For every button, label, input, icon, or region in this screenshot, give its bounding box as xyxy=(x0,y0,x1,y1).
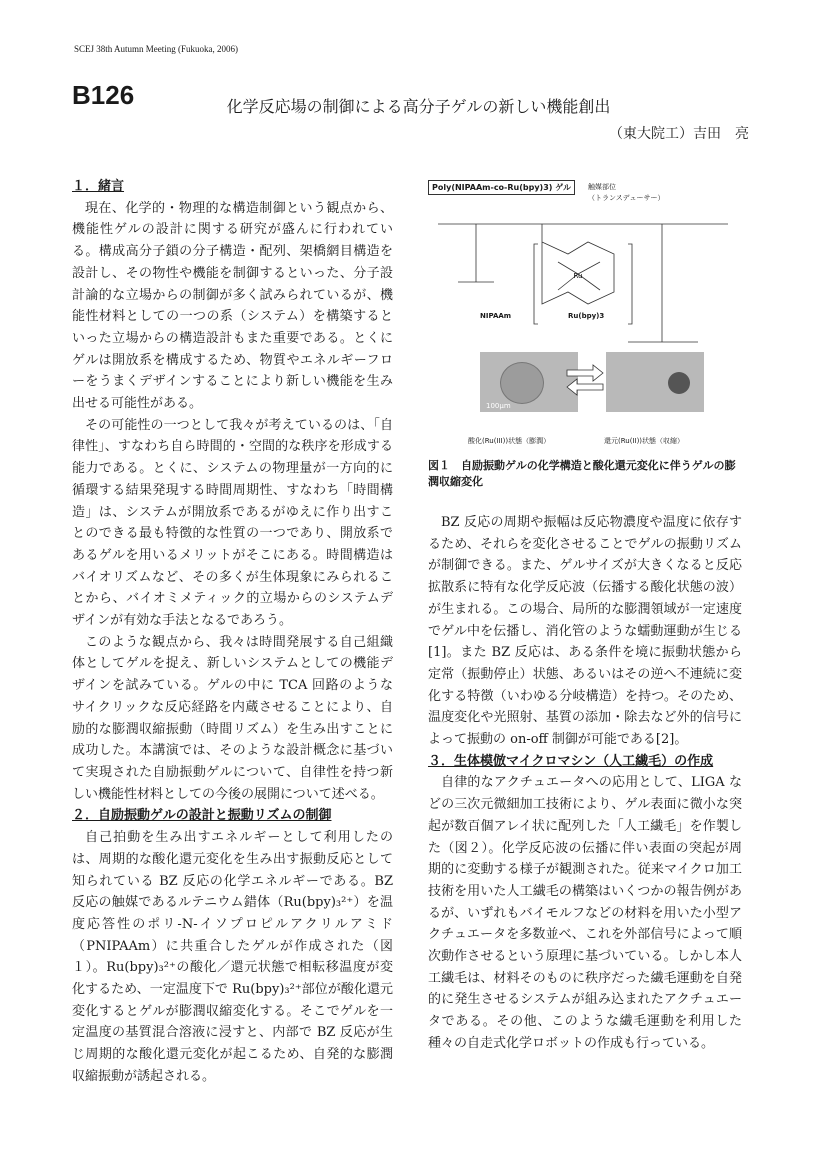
figure-catalyst-sublabel: （トランスデューサー） xyxy=(588,194,665,202)
paper-code: B126 xyxy=(72,80,135,110)
section-3-paragraph-1: 自律的なアクチュエータへの応用として、LIGA などの三次元微細加工技術により、ゲル表面に微小な突起が数百個アレイ状に配列した「人工繊毛」を作製した（図２）。化学反応波の伝播に伴い表面の突起が周期的に変動する様子が観測された。従来マイクロ加工技術を用いた人工繊毛の構築はいくつかの報告例があるが、いずれもバイモルフなどの材料を用いた小型アクチュエータを多数並べ、これを外部信号によって順次動作させるという原理に基づいている。しかし本人工繊毛は、材料そのものに秩序だった繊毛運動を自発的に発生させるシステムが組み込まれたアクチュエータである。その他、このような繊毛運動を利用した種々の自走式化学ロボットの作成も行っている。 xyxy=(428,775,742,1051)
section-1-heading: １．緒言 xyxy=(72,179,125,194)
shrunk-gel-photo xyxy=(606,352,704,412)
figure-polymer-label: Poly(NIPAAm-co-Ru(bpy)3) ゲル xyxy=(428,180,575,195)
figure-scale-bar: 100μm xyxy=(486,402,511,410)
figure-reduced-label: 還元(Ru(II))状態（収縮） xyxy=(604,437,685,445)
paper-author: （東大院工）吉田 亮 xyxy=(609,126,749,142)
right-column xyxy=(428,512,742,1055)
svg-text:Ru: Ru xyxy=(573,272,583,280)
paper-title-text: 化学反応場の制御による高分子ゲルの新しい機能創出 xyxy=(226,97,611,116)
conference-header: SCEJ 38th Autumn Meeting (Fukuoka, 2006) xyxy=(74,44,238,54)
chemical-structure xyxy=(428,202,742,352)
figure-1-caption: 図１ 自励振動ゲルの化学構造と酸化還元変化に伴うゲルの膨潤収縮変化 xyxy=(428,459,736,488)
section-1-paragraph-1: 現在、化学的・物理的な構造制御という観点から、機能性ゲルの設計に関する研究が盛んに行われている。構成高分子鎖の分子構造・配列、架橋網目構造を設計し、その物性や機能を制御するといった、分子設計論的な立場からの制御が多く試みられているが、機能性材料としての一つの系（システム）を構築するといった立場からの構造設計もまた重要である。とくにゲルは開放系を構成するため、物質やエネルギーフローをうまくデザインすることにより新しい機能を生み出せる可能性がある。 xyxy=(72,200,393,412)
paper-title xyxy=(0,94,827,117)
section-1-paragraph-3: このような観点から、我々は時間発展する自己組織体としてゲルを捉え、新しいシステムとしての機能デザインを試みている。ゲルの中に TCA 回路のようなサイクリックな反応経路を内蔵させることにより、自励的な膨潤収縮振動（時間リズム）を生み出すことに成功した。本講演では、そのような設計概念に基づいて実現された自励振動ゲルについて、自律性を持つ新しい機能性材料としての今後の展開について述べる。 xyxy=(72,634,393,802)
section-1-paragraph-2: その可能性の一つとして我々が考えているのは、「自律性」、すなわち自ら時間的・空間的な秩序を形成する能力である。とくに、システムの物理量が一方向的に循環する結果発現する時間周期性、すなわち「時間構造」は、システムが開放系であるがゆえに作り出すことのできる最も特徴的な性質の一つであり、開放系であるゲルを用いるメリットがそこにある。時間構造はバイオリズムなど、その多くが生体現象にみられることから、バイオミメティック的立場からのシステムデザインが有効な手法となるであろう。 xyxy=(72,417,393,629)
section-3-heading: ３．生体模倣マイクロマシン（人工繊毛）の作成 xyxy=(428,753,714,769)
figure-oxidized-label: 酸化(Ru(III))状態（膨潤） xyxy=(468,437,551,445)
section-2-paragraph-1: 自己拍動を生み出すエネルギーとして利用したのは、周期的な酸化還元変化を生み出す振動反応として知られている BZ 反応の化学エネルギーである。BZ 反応の触媒であるルテニウム錯体（Ru(bpy)₃²⁺）を温度応答性のポリ-N-イソプロピルアクリルアミド（PNIPAAm）に共重合したゲルが作成された（図１）。Ru(bpy)₃²⁺の酸化／還元状態で相転移温度が変化するため、一定温度下で Ru(bpy)₃²⁺部位が酸化還元変化するとゲルが膨潤収縮変化する。そこでゲルを一定温度の基質混合溶液に浸すと、内部で BZ 反応が生じ周期的な酸化還元変化が起こるため、自発的な膨潤収縮振動が誘起される。 xyxy=(72,830,393,1084)
figure-catalyst-label: 触媒部位 xyxy=(588,183,616,191)
section-2-heading: ２．自励振動ゲルの設計と振動リズムの制御 xyxy=(72,808,332,824)
left-column xyxy=(72,176,393,1088)
figure-rubpy-label: Ru(bpy)3 xyxy=(568,312,605,320)
figure-1 xyxy=(428,180,742,450)
section-2-paragraph-2: BZ 反応の周期や振幅は反応物濃度や温度に依存するため、それらを変化させることでゲルの振動リズムが制御できる。また、ゲルサイズが大きくなると反応拡散系に特有な化学反応波（伝播する酸化状態の波）が生まれる。この場合、局所的な膨潤領域が一定速度でゲル中を伝播し、消化管のような蠕動運動が生じる[1]。また BZ 反応は、ある条件を境に振動状態から定常（振動停止）状態、あるいはその逆へ不連続に変化する特徴（いわゆる分岐構造）を持つ。そのため、温度変化や光照射、基質の添加・除去など外的信号によって振動の on-off 制御が可能である[2]。 xyxy=(428,515,742,748)
reversible-arrows-icon xyxy=(565,360,605,400)
figure-nipaam-label: NIPAAm xyxy=(480,312,512,320)
